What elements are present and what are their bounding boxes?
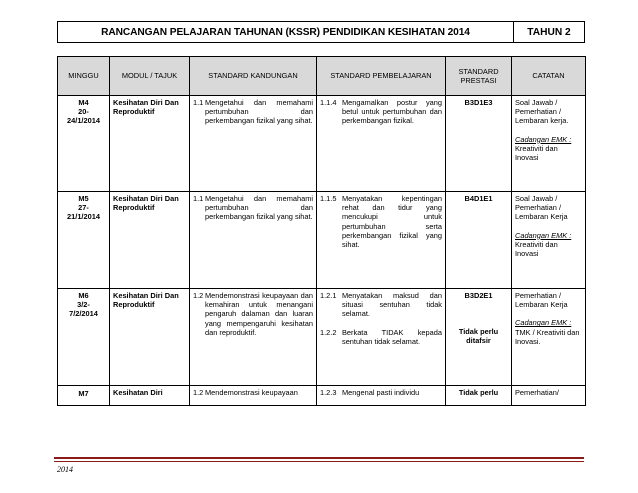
modul-cell: Kesihatan Diri Dan Reproduktif — [110, 96, 190, 192]
table-header-row — [58, 57, 586, 96]
week-date: 21/1/2014 — [67, 212, 100, 222]
week-date: 27- — [78, 203, 89, 213]
prestasi-cell: Tidak perlu — [446, 386, 512, 406]
pembelajaran-cell — [317, 192, 446, 289]
item-text: Mengetahui dan memahami pertumbuhan dan perkembangan fizikal yang sihat. — [205, 98, 313, 126]
prestasi-code: B3D1E3 — [464, 98, 493, 107]
catatan-cell — [512, 192, 586, 289]
item-number: 1.2 — [193, 291, 204, 300]
week-cell — [58, 192, 110, 289]
item-text: Mendemonstrasi keupayaan — [205, 388, 298, 397]
catatan-cell: Pemerhatian/ — [512, 386, 586, 406]
document-title: RANCANGAN PELAJARAN TAHUNAN (KSSR) PENDIDIKAN KESIHATAN 2014 — [58, 22, 514, 42]
emk-label: Cadangan EMK : — [515, 318, 572, 328]
week-date: 24/1/2014 — [67, 116, 100, 126]
kandungan-cell — [190, 289, 317, 386]
item-number: 1.2.3 — [320, 388, 337, 397]
item-text: Mendemonstrasi keupayaan dan kemahiran untuk menangani pengaruh dalaman dan luaran yang mempengaruhi kesihatan dan reproduktif. — [205, 291, 313, 337]
modul-cell: Kesihatan Diri — [110, 386, 190, 406]
column-header: STANDARD PEMBELAJARAN — [317, 57, 446, 96]
footer-divider-thin — [54, 461, 584, 462]
column-header: STANDARD PRESTASI — [446, 57, 512, 96]
week-cell — [58, 289, 110, 386]
item-text: Mengenal pasti individu — [342, 388, 420, 397]
week-date: 7/2/2014 — [69, 309, 98, 319]
emk-label: Cadangan EMK : — [515, 134, 572, 144]
catatan-main: Soal Jawab / Pemerhatian / Lembaran Kerja — [515, 194, 568, 222]
week-label: M6 — [78, 291, 89, 300]
catatan-cell — [512, 289, 586, 386]
week-cell — [58, 386, 110, 406]
pembelajaran-cell — [317, 386, 446, 406]
modul-cell: Kesihatan Diri Dan Reproduktif — [110, 289, 190, 386]
item-text: Berkata TIDAK kepada sentuhan tidak selamat. — [342, 327, 442, 346]
column-header: MINGGU — [58, 57, 110, 96]
item-number: 1.2.2 — [320, 327, 337, 337]
pembelajaran-cell — [317, 96, 446, 192]
week-date: 20- — [78, 107, 89, 117]
emk-label: Cadangan EMK : — [515, 230, 572, 240]
item-number: 1.1.4 — [320, 98, 337, 107]
year-label: TAHUN 2 — [527, 26, 571, 38]
column-header: MODUL / TAJUK — [110, 57, 190, 96]
pembelajaran-cell — [317, 289, 446, 386]
catatan-main: Soal Jawab / Pemerhatian / Lembaran kerja. — [515, 98, 569, 126]
emk-text: TMK / Kreativiti dan Inovasi. — [515, 327, 580, 346]
prestasi-code: B3D2E1 — [464, 291, 493, 300]
kandungan-cell — [190, 192, 317, 289]
item-text: Menyatakan kepentingan rehat dan tidur yang mencukupi untuk pertumbuhan serta perkembangan fizikal yang sihat. — [342, 194, 442, 250]
prestasi-code: B4D1E1 — [464, 194, 493, 203]
modul-cell: Kesihatan Diri Dan Reproduktif — [110, 192, 190, 289]
table-row — [58, 289, 586, 386]
footer-divider — [54, 457, 584, 459]
item-text: Menyatakan maksud dan situasi sentuhan tidak selamat. — [342, 291, 442, 319]
table-row — [58, 386, 586, 406]
prestasi-cell — [446, 96, 512, 192]
item-number: 1.2.1 — [320, 291, 337, 300]
item-number: 1.1.5 — [320, 194, 337, 203]
item-number: 1.1 — [193, 194, 204, 203]
emk-text: Kreativiti dan Inovasi — [515, 239, 558, 259]
document-title-bar — [57, 21, 585, 43]
prestasi-note: Tidak perlu ditafsir — [458, 327, 499, 346]
week-label: M7 — [78, 389, 89, 398]
lesson-plan-table — [57, 56, 586, 406]
item-text: Mengamalkan postur yang betul untuk pertumbuhan dan perkembangan fizikal. — [342, 98, 442, 126]
week-label: M5 — [78, 194, 89, 203]
kandungan-cell — [190, 386, 317, 406]
catatan-cell — [512, 96, 586, 192]
prestasi-cell — [446, 289, 512, 386]
prestasi-cell — [446, 192, 512, 289]
kandungan-cell — [190, 96, 317, 192]
item-text: Mengetahui dan memahami pertumbuhan dan perkembangan fizikal yang sihat. — [205, 194, 313, 222]
column-header: STANDARD KANDUNGAN — [190, 57, 317, 96]
week-label: M4 — [78, 98, 89, 107]
catatan-main: Pemerhatian / Lembaran Kerja — [515, 291, 568, 310]
week-date: 3/2- — [77, 300, 90, 310]
table-row — [58, 192, 586, 289]
item-number: 1.2 — [193, 388, 204, 397]
week-cell — [58, 96, 110, 192]
footer-year: 2014 — [57, 465, 73, 474]
column-header: CATATAN — [512, 57, 586, 96]
emk-text: Kreativiti dan Inovasi — [515, 143, 558, 163]
table-row — [58, 96, 586, 192]
item-number: 1.1 — [193, 98, 204, 107]
